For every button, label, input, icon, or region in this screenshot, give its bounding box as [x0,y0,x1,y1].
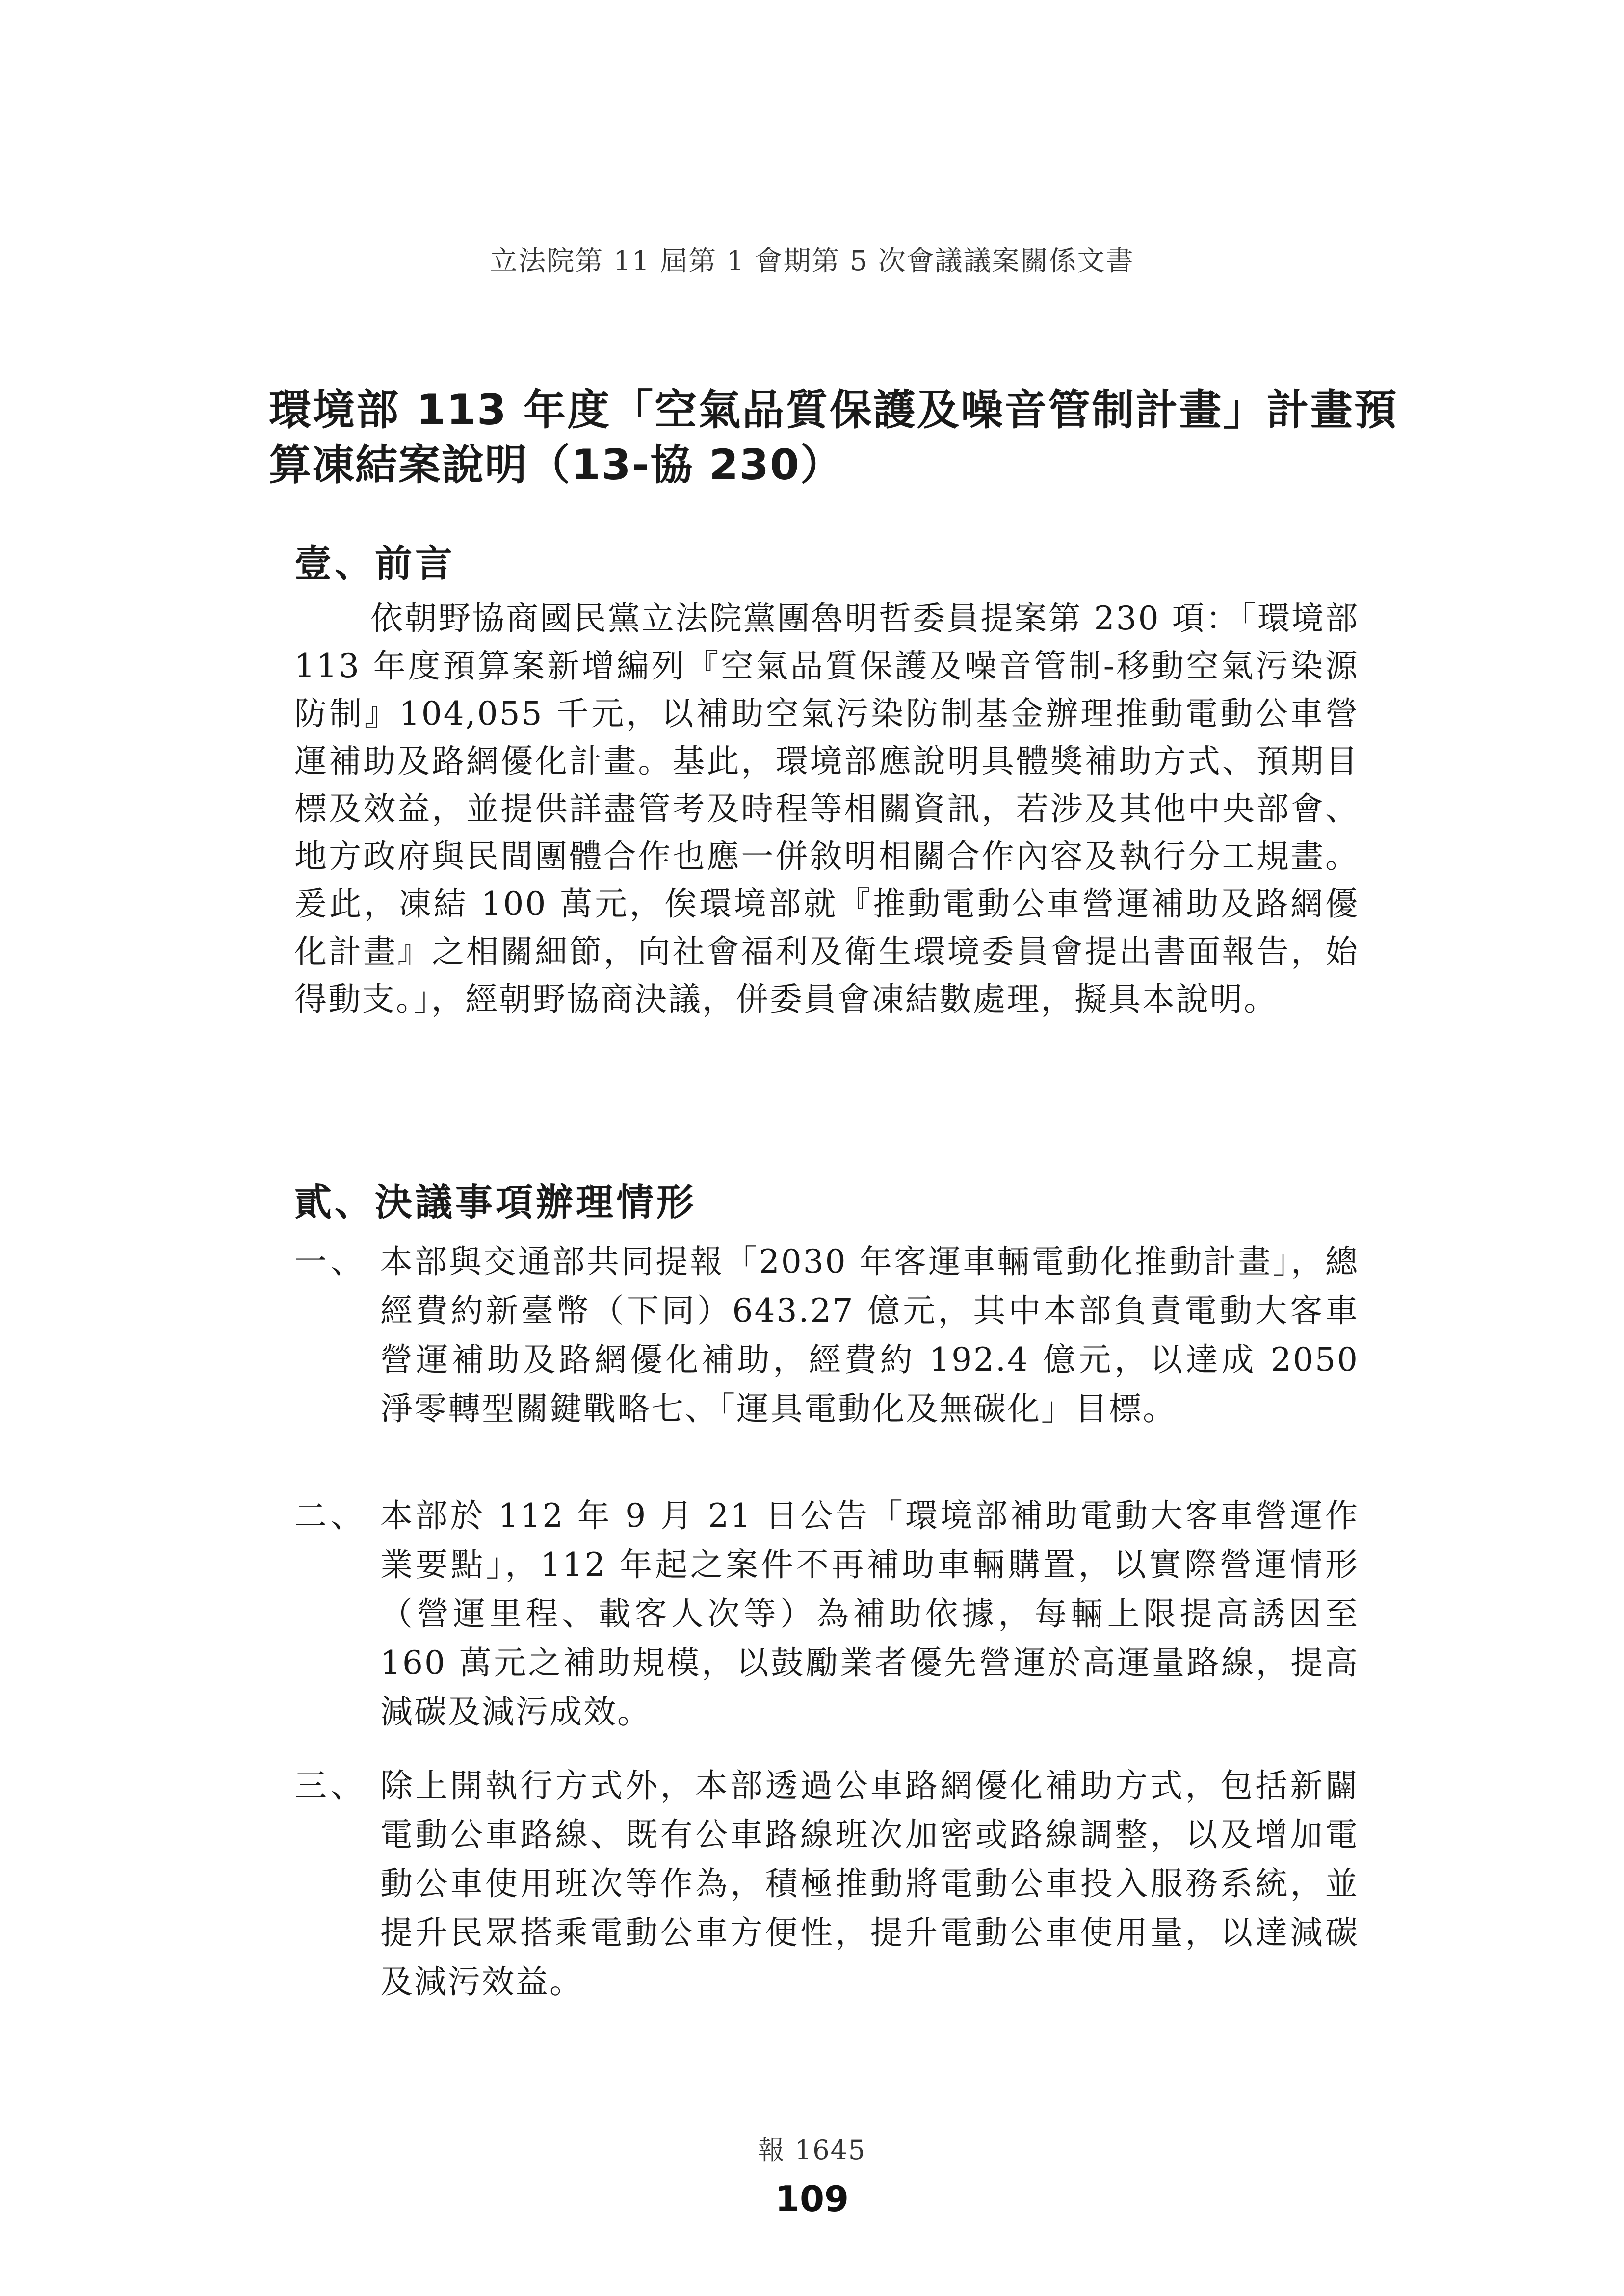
document-title: 環境部 113 年度「空氣品質保護及噪音管制計畫」計畫預算凍結案說明（13-協 230） [269,386,1397,490]
page-number: 109 [775,2178,849,2219]
list-item [294,1237,1359,1434]
list-item-number: 一、 [294,1243,367,1280]
list-item-text: 本部與交通部共同提報「2030 年客運車輛電動化推動計畫」，總經費約新臺幣（下同）643.27 億元，其中本部負責電動大客車營運補助及路網優化補助，經費約 192.4 億元，以達成 2050 淨零轉型關鍵戰略七、「運具電動化及無碳化」目標。 [380,1243,1359,1428]
preface-paragraph: 依朝野協商國民黨立法院黨團魯明哲委員提案第 230 項：「環境部 113 年度預算案新增編列『空氣品質保護及噪音管制-移動空氣污染源防制』104,055 千元，以補助空氣污染防制基金辦理推動電動公車營運補助及路網優化計畫。基此，環境部應說明具體獎補助方式、預期目標及效益，並提供詳盡管考及時程等相關資訊，若涉及其他中央部會、地方政府與民間團體合作也應一併敘明相關合作內容及執行分工規畫。爰此，凍結 100 萬元，俟環境部就『推動電動公車營運補助及路網優化計畫』之相關細節，向社會福利及衛生環境委員會提出書面報告，始得動支。」，經朝野協商決議，併委員會凍結數處理，擬具本說明。 [294,600,1359,1018]
list-item-number: 二、 [294,1497,367,1535]
list-item [294,1761,1359,2007]
section-heading-preface: 壹、前言 [294,542,455,585]
list-item [294,1491,1359,1737]
section-heading-resolution-status: 貳、決議事項辦理情形 [294,1180,697,1224]
list-item-text: 除上開執行方式外，本部透過公車路網優化補助方式，包括新闢電動公車路線、既有公車路線班次加密或路線調整，以及增加電動公車使用班次等作為，積極推動將電動公車投入服務系統，並提升民眾搭乘電動公車方便性，提升電動公車使用量，以達減碳及減污效益。 [380,1767,1359,2001]
list-item-text: 本部於 112 年 9 月 21 日公告「環境部補助電動大客車營運作業要點」，112 年起之案件不再補助車輛購置，以實際營運情形（營運里程、載客人次等）為補助依據，每輛上限提高誘因至 160 萬元之補助規模，以鼓勵業者優先營運於高運量路線，提高減碳及減污成效。 [380,1497,1359,1731]
list-item-number: 三、 [294,1767,367,1804]
report-page-reference: 報 1645 [758,2135,866,2166]
running-header: 立法院第 11 屆第 1 會期第 5 次會議議案關係文書 [490,245,1134,277]
